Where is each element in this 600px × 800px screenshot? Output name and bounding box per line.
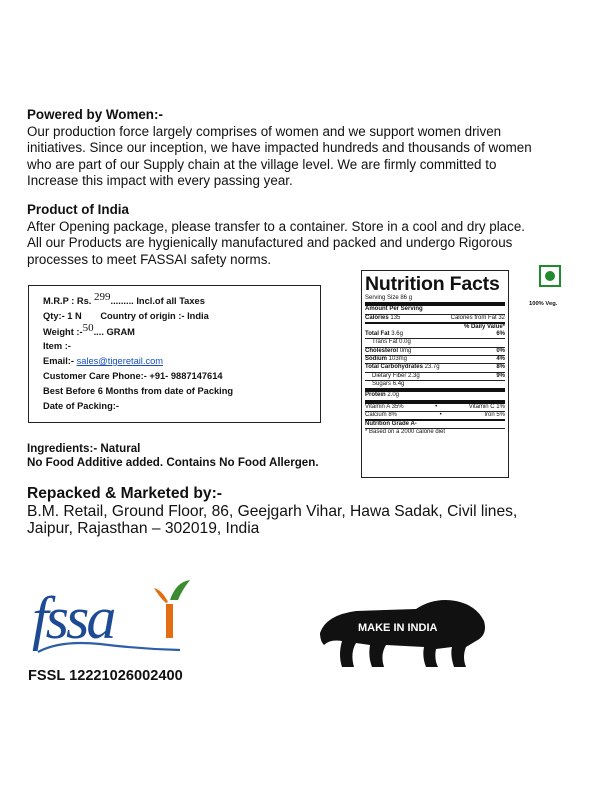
nutrient-amount: 2.3g bbox=[408, 372, 420, 379]
ingredients-line: Ingredients:- Natural bbox=[27, 442, 141, 455]
nutrient-rows bbox=[365, 331, 505, 399]
vitamins-row-2: Calcium 8% • Iron 5% bbox=[365, 411, 505, 418]
date-of-packing: Date of Packing:- bbox=[43, 401, 119, 411]
nutrient-daily-value: 4% bbox=[496, 356, 505, 363]
nutrient-row bbox=[365, 388, 505, 399]
nutrient-row bbox=[365, 347, 505, 355]
repacked-address-2: Jaipur, Rajasthan – 302019, India bbox=[27, 520, 260, 538]
nutrient-name: Dietary Fiber bbox=[372, 372, 407, 379]
email-row bbox=[43, 356, 163, 366]
mrp-row bbox=[43, 291, 205, 307]
product-of-india-section bbox=[27, 202, 587, 268]
weight-prefix: Weight :- bbox=[43, 327, 83, 337]
nutrition-title: Nutrition Facts bbox=[365, 273, 500, 295]
nutrient-row bbox=[365, 380, 505, 388]
weight-row bbox=[43, 322, 135, 338]
make-in-india-text: MAKE IN INDIA bbox=[358, 622, 438, 634]
powered-line-3: who are part of our Supply chain at the village level. We are firmly committed to bbox=[27, 156, 497, 172]
product-label-box bbox=[28, 285, 321, 423]
nutrient-name: Total Fat bbox=[365, 331, 390, 338]
nutrition-grade: Nutrition Grade A- bbox=[365, 419, 505, 428]
nutrient-daily-value: 8% bbox=[496, 364, 505, 371]
make-in-india-lion-logo bbox=[316, 595, 490, 671]
nutrient-row bbox=[365, 363, 505, 371]
weight-value: 50 bbox=[82, 322, 94, 334]
nutrition-footnote: * Based on a 2000 calorie diet bbox=[365, 428, 505, 436]
customer-care-phone: Customer Care Phone:- +91- 9887147614 bbox=[43, 371, 223, 381]
product-line-3: processes to meet FASSAI safety norms. bbox=[27, 251, 272, 267]
product-line-2: All our Products are hygienically manufactured and packed and undergo Rigorous bbox=[27, 235, 513, 251]
item-row: Item :- bbox=[43, 341, 71, 351]
powered-line-1: Our production force largely comprises of women and we support women driven bbox=[27, 123, 502, 139]
mrp-value: 299 bbox=[93, 291, 111, 303]
nutrient-name: Sugars bbox=[372, 380, 392, 387]
allergen-line: No Food Additive added. Contains No Food Allergen. bbox=[27, 456, 319, 469]
amount-per-serving: Amount Per Serving bbox=[365, 302, 505, 313]
mrp-prefix: M.R.P : Rs. bbox=[43, 296, 92, 306]
nutrition-facts-panel bbox=[361, 270, 509, 478]
nutrient-amount: 2.0g bbox=[387, 392, 400, 399]
nutrient-name: Trans Fat bbox=[372, 339, 398, 346]
email-prefix: Email:- bbox=[43, 356, 74, 366]
daily-value-header: % Daily Value* bbox=[365, 322, 505, 331]
ingredients-section bbox=[27, 442, 319, 470]
nutrient-daily-value: 9% bbox=[496, 372, 505, 379]
nutrient-row bbox=[365, 372, 505, 380]
svg-text:fssa: fssa bbox=[32, 585, 114, 651]
powered-heading: Powered by Women:- bbox=[27, 107, 163, 122]
qty-row bbox=[43, 311, 209, 321]
nutrient-row bbox=[365, 355, 505, 363]
nutrient-name: Protein bbox=[365, 392, 386, 399]
nutrient-amount: 3.6g bbox=[391, 331, 403, 338]
vitamins-row-1: Vitamin A 35% • Vitamin C 1% bbox=[365, 400, 505, 411]
nutrient-amount: 103mg bbox=[388, 356, 408, 363]
nutrient-amount: 0.0g bbox=[399, 339, 411, 346]
nutrient-amount: 6.4g bbox=[392, 380, 405, 387]
powered-line-4: Increase this impact with every passing year. bbox=[27, 173, 293, 189]
product-heading: Product of India bbox=[27, 202, 129, 217]
serving-size: Serving Size 86 g bbox=[365, 295, 413, 301]
qty-text: Qty:- 1 N bbox=[43, 311, 82, 321]
nutrient-name: Total Carbohydrates bbox=[365, 364, 423, 371]
nutrient-row bbox=[365, 331, 505, 338]
nutrient-daily-value: 6% bbox=[496, 331, 505, 338]
fssl-license: FSSL 12221026002400 bbox=[28, 668, 183, 684]
veg-symbol-icon bbox=[539, 265, 561, 287]
fssai-logo bbox=[30, 578, 195, 660]
repacked-heading: Repacked & Marketed by:- bbox=[27, 485, 222, 502]
powered-by-women-section bbox=[27, 107, 587, 190]
best-before: Best Before 6 Months from date of Packing bbox=[43, 386, 234, 396]
repacked-section bbox=[27, 485, 517, 538]
nutrient-row bbox=[365, 338, 505, 346]
nutrient-amount: 0mg bbox=[399, 347, 412, 354]
calories-row: Calories 135 Calories from Fat 32 bbox=[365, 314, 505, 321]
nutrient-name: Cholesterol bbox=[365, 347, 399, 354]
mrp-suffix: ......... Incl.of all Taxes bbox=[110, 296, 205, 306]
product-line-1: After Opening package, please transfer to a container. Store in a cool and dry place. bbox=[27, 218, 525, 234]
nutrient-daily-value: 0% bbox=[496, 347, 505, 354]
powered-line-2: initiatives. Since our inception, we have impacted hundreds and thousands of women bbox=[27, 140, 532, 156]
nutrient-name: Sodium bbox=[365, 356, 387, 363]
nutrient-amount: 23.7g bbox=[424, 364, 440, 371]
email-link[interactable]: sales@tigeretail.com bbox=[76, 356, 164, 366]
veg-label: 100% Veg. bbox=[529, 301, 558, 307]
country-of-origin: Country of origin :- India bbox=[100, 311, 209, 321]
weight-suffix: .... GRAM bbox=[93, 327, 135, 337]
repacked-address-1: B.M. Retail, Ground Floor, 86, Geejgarh Vihar, Hawa Sadak, Civil lines, bbox=[27, 502, 518, 520]
